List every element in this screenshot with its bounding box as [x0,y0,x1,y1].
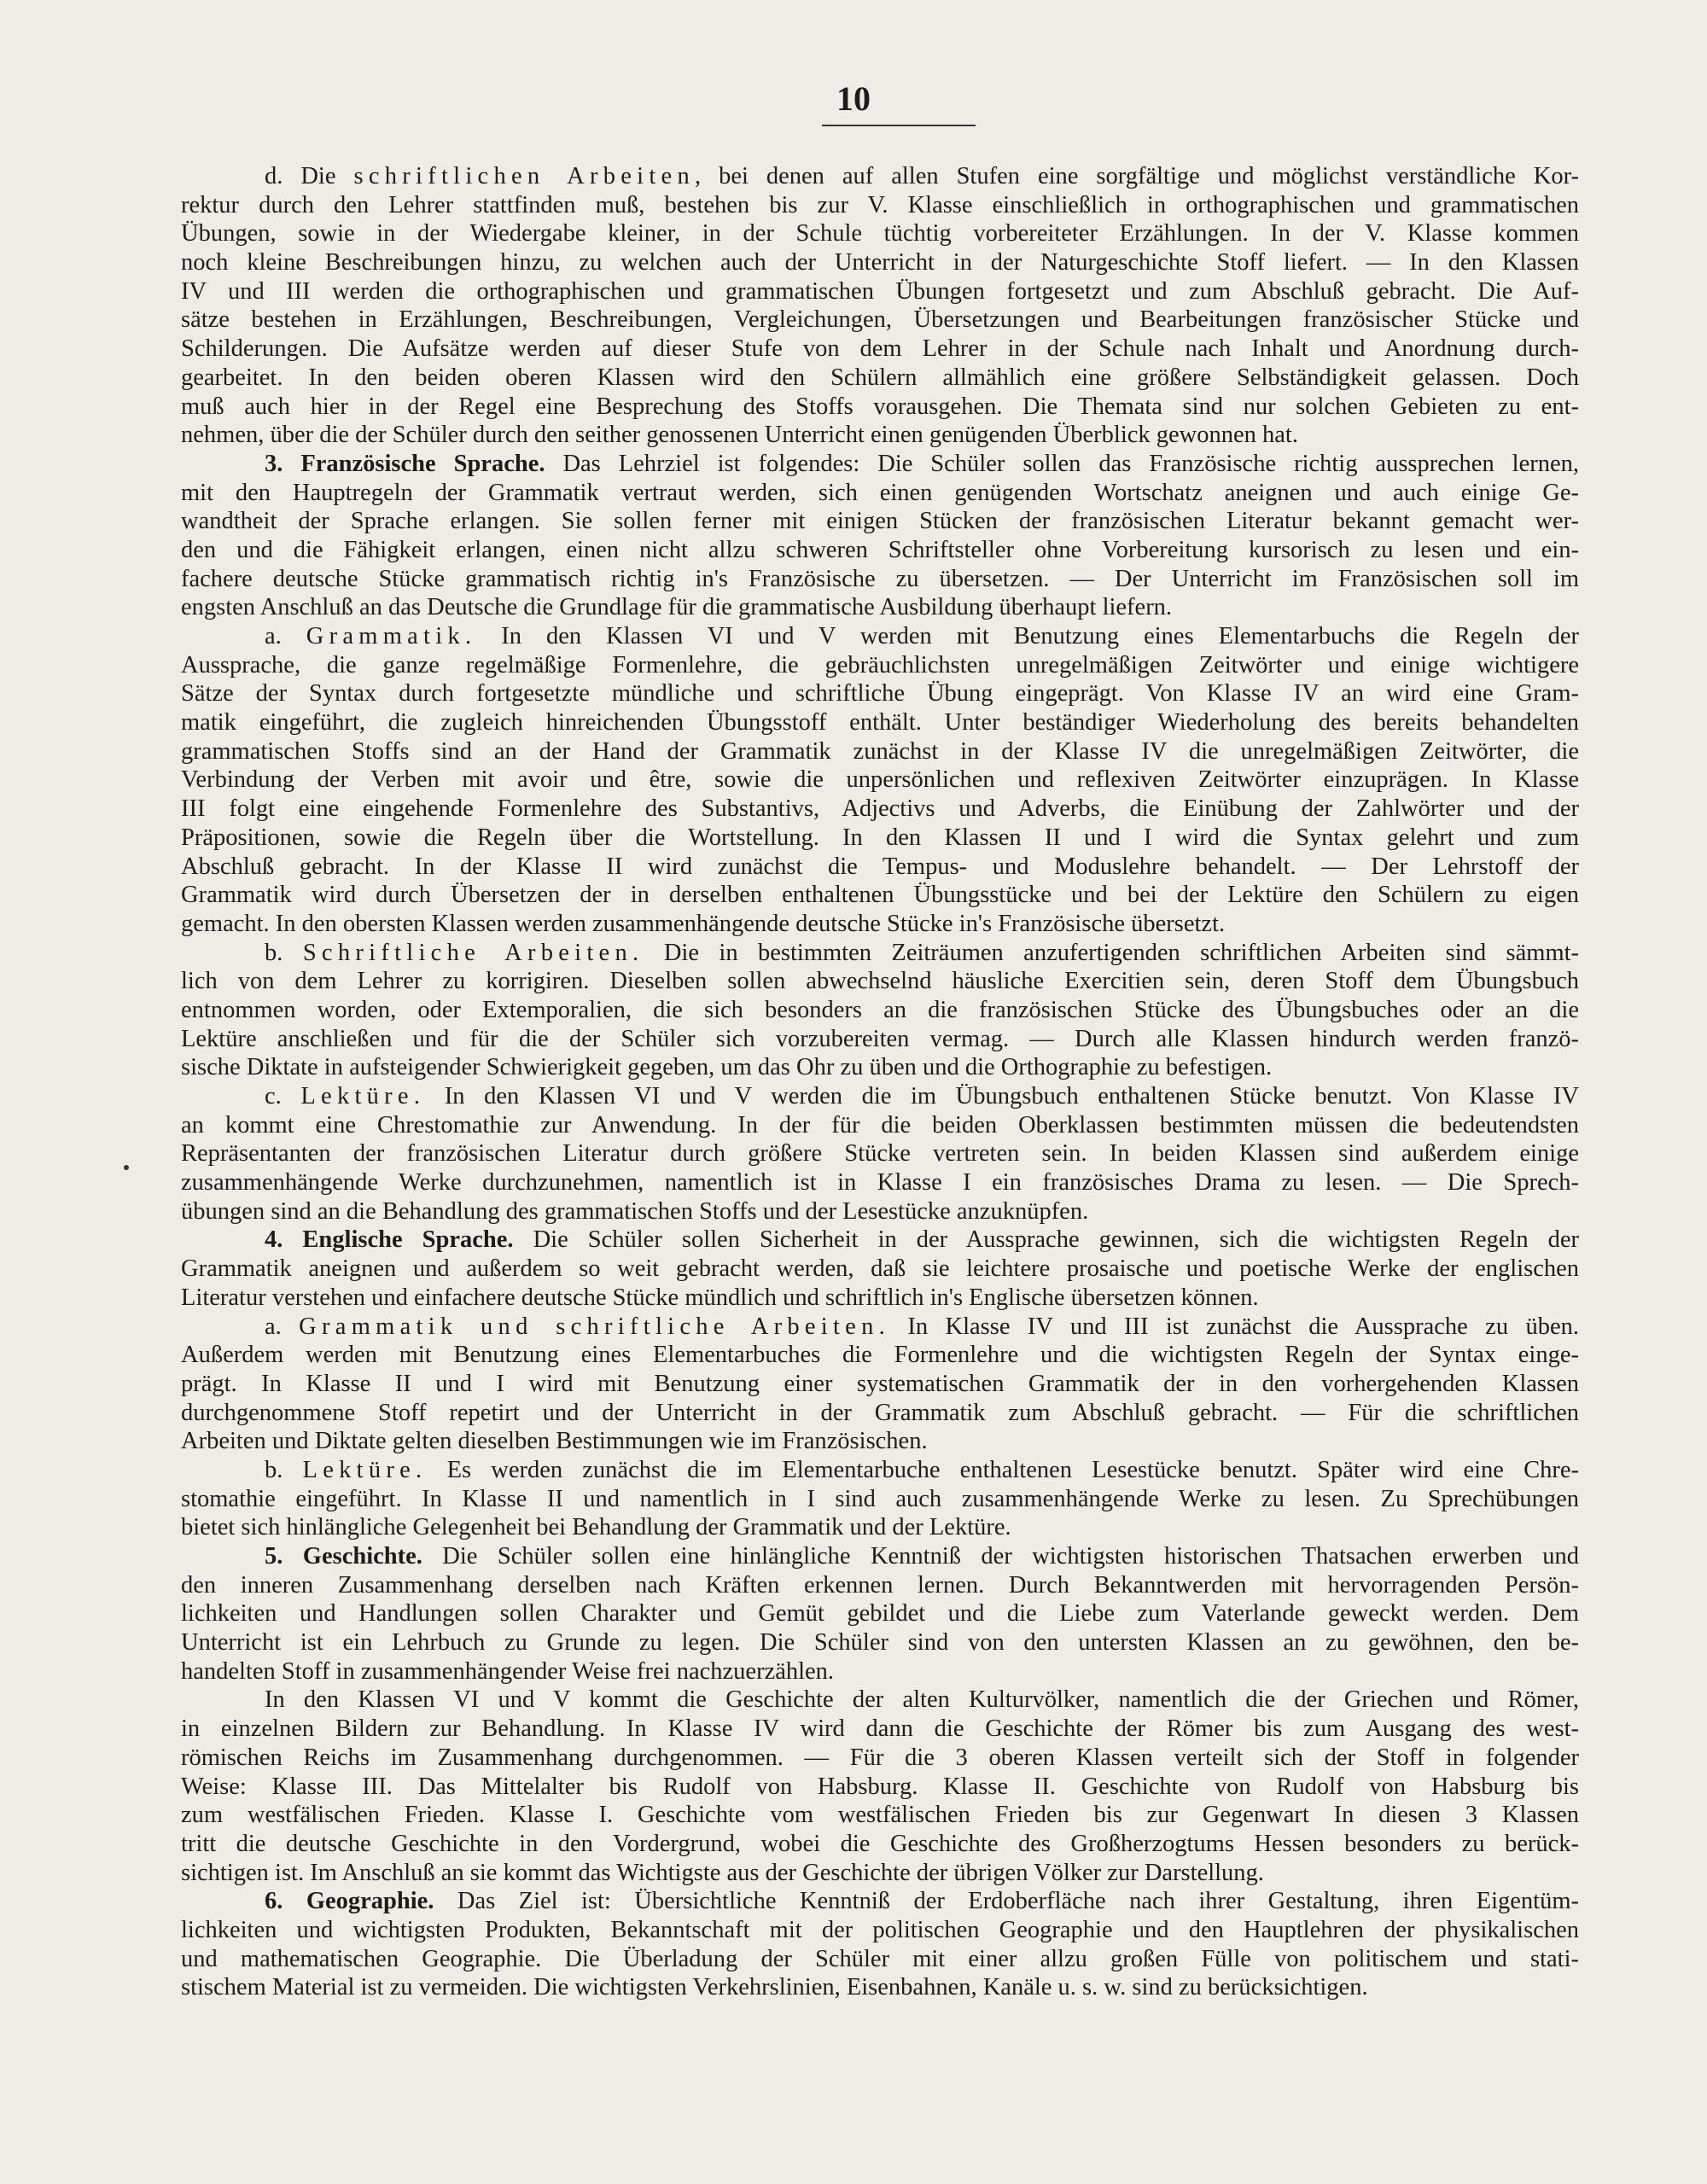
text-run: zusammenhängende Werke durchzunehmen, namentlich ist in Klasse I ein französisches Drama zu lesen. — Die Sprech- [181,1169,1579,1197]
text-run: b. [265,1456,303,1483]
text-line [181,1341,1579,1370]
text-line [181,708,1579,737]
text-line [181,939,1579,968]
text-run: , bei denen auf allen Stufen eine sorgfältige und möglichst verständliche Kor- [694,163,1579,189]
text-run: an kommt eine Chrestomathie zur Anwendung. In der für die beiden Oberklassen bestimmten müssen die bedeutendsten [181,1111,1579,1139]
text-run: und mathematischen Geographie. Die Überladung der Schüler mit einer allzu großen Fülle von politischem und stati- [181,1945,1579,1972]
text-line [181,364,1579,393]
text-line [181,679,1579,708]
text-line [181,996,1579,1025]
text-run: Die in bestimmten Zeiträumen anzufertigenden schriftlichen Arbeiten sind sämmt- [644,939,1580,966]
text-run: Präpositionen, sowie die Regeln über die Wortstellung. In den Klassen II und I wird die Syntax gelehrt und zum [181,824,1579,851]
text-line [181,162,1579,191]
text-run: Aussprache, die ganze regelmäßige Formenlehre, die gebräuchlichsten unregelmäßigen Zeitwörter und einige wichtigere [181,651,1579,678]
text-line [181,335,1579,364]
text-run: stischem Material ist zu vermeiden. Die wichtigsten Verkehrslinien, Eisenbahnen, Kanäle u. s. w. sind zu berücksichtigen. [181,1974,1368,2001]
section-heading: 3. Französische Sprache. [265,450,545,477]
text-run: sätze bestehen in Erzählungen, Beschreibungen, Vergleichungen, Übersetzungen und Bearbeitungen französischer Stücke und [181,306,1579,334]
section-heading: 4. Englische Sprache. [265,1226,514,1254]
paragraph [181,1082,1579,1226]
text-run: grammatischen Stoffs sind an der Hand der Grammatik zunächst in der Klasse IV die unregelmäßigen Zeitwörter, die [181,737,1579,765]
text-run: In Klasse IV und III ist zunächst die Aussprache zu üben. [890,1313,1579,1340]
text-line [181,853,1579,882]
paragraph [181,1887,1579,2002]
text-line [181,622,1579,651]
text-run: In den Klassen VI und V kommt die Geschichte der alten Kulturvölker, namentlich die der Griechen und Römer, [265,1686,1579,1714]
text-line [181,1456,1579,1485]
paragraph [181,1686,1579,1887]
text-run: stomathie eingeführt. In Klasse II und namentlich in I sind auch zusammenhängende Werke zu lesen. Zu Sprechübungen [181,1485,1579,1512]
paragraph [181,450,1579,622]
text-line [181,1973,1579,2002]
text-run: matik eingeführt, die zugleich hinreichenden Übungsstoff enthält. Unter beständiger Wiederholung des bereits behandelten [181,709,1579,737]
text-run: Literatur verstehen und einfachere deutsche Stücke mündlich und schriftlich in's Englische übersetzen können. [181,1284,1259,1311]
text-line [181,1111,1579,1140]
text-run: Außerdem werden mit Benutzung eines Elementarbuches die Formenlehre und die wichtigsten Regeln der Syntax einge- [181,1342,1579,1369]
text-line [181,1255,1579,1284]
text-run: Unterricht ist ein Lehrbuch zu Grunde zu legen. Die Schüler sind von den untersten Klassen an zu gewöhnen, den be- [181,1629,1579,1657]
text-line [181,1542,1579,1571]
text-run: Übungen, sowie in der Wiedergabe kleiner, in der Schule tüchtig vorbereiteter Erzählungen. In der V. Klasse kommen [181,220,1579,248]
text-run: lich von dem Lehrer zu korrigiren. Dieselben sollen abwechselnd häusliche Exercitien sein, deren Stoff dem Übungsbuch [181,968,1579,995]
text-line [181,393,1579,422]
text-line [181,737,1579,766]
text-line [181,421,1579,450]
text-line [181,1226,1579,1255]
text-line [181,1370,1579,1399]
text-run: den inneren Zusammenhang derselben nach Kräften erkennen lernen. Durch Bekanntwerden mit hervorragenden Persön- [181,1571,1579,1599]
section-heading: 6. Geographie. [265,1888,434,1915]
text-run: Grammatik aneignen und außerdem so weit gebracht werden, daß sie leichtere prosaische und poetische Werke der englischen [181,1255,1579,1283]
text-line [181,1025,1579,1054]
text-line [181,1082,1579,1111]
text-line [181,1830,1579,1859]
text-run: In den Klassen VI und V werden mit Benutzung eines Elementarbuchs die Regeln der [476,623,1579,649]
text-run: tritt die deutsche Geschichte in den Vordergrund, wobei die Geschichte des Großherzogtums Hessen besonders zu berück- [181,1830,1579,1857]
text-run: III folgt eine eingehende Formenlehre des Substantivs, Adjectivs und Adverbs, die Einübung der Zahlwörter und der [181,795,1579,823]
text-run: a. [265,1313,300,1340]
text-line [181,191,1579,220]
text-line [181,1571,1579,1600]
text-line [181,1657,1579,1686]
text-run: Lektüre anschließen und für die der Schüler sich vorzubereiten vermag. — Durch alle Klassen hindurch werden franzö- [181,1025,1579,1052]
text-line [181,824,1579,853]
text-run: den und die Fähigkeit erlangen, einen nicht allzu schweren Schriftsteller ohne Vorbereitung kursorisch zu lesen und ein- [181,536,1579,563]
text-run: In den Klassen VI und V werden die im Übungsbuch enthaltenen Stücke benutzt. Von Klasse IV [425,1083,1579,1109]
text-line [181,1284,1579,1313]
spaced-heading: Grammatik und schriftliche Arbeiten. [299,1313,891,1340]
text-run: Grammatik wird durch Übersetzen der in derselben enthaltenen Übungsstücke und bei der Lektüre den Schülern zu eigen [181,882,1579,909]
text-run: nehmen, über die der Schüler durch den seither genossenen Unterricht einen genügenden Überblick gewonnen hat. [181,422,1298,449]
text-run: IV und III werden die orthographischen und grammatischen Übungen fortgesetzt und zum Abschluß gebracht. Die Auf- [181,277,1579,305]
text-run: prägt. In Klasse II und I wird mit Benutzung einer systematischen Grammatik der in den vorhergehenden Klassen [181,1370,1579,1397]
text-run: entnommen worden, oder Extemporalien, die sich besonders an die französischen Stücke des Übungsbuches oder an die [181,996,1579,1023]
spaced-heading: Grammatik. [306,623,477,649]
paragraph [181,939,1579,1082]
spaced-heading: schriftlichen Arbeiten [353,163,695,189]
text-run: fachere deutsche Stücke grammatisch richtig in's Französische zu übersetzen. — Der Unterricht im Französischen soll im [181,565,1579,592]
text-run: bietet sich hinlängliche Gelegenheit bei Behandlung der Grammatik und der Lektüre. [181,1514,1011,1541]
text-line [181,1887,1579,1916]
text-run: c. [265,1083,301,1109]
text-line [181,1313,1579,1342]
text-line [181,565,1579,594]
text-line [181,1859,1579,1888]
text-run: d. Die [265,163,354,189]
text-line [181,795,1579,824]
text-line [181,1945,1579,1974]
text-run: Abschluß gebracht. In der Klasse II wird zunächst die Tempus- und Moduslehre behandelt. — Der Lehrstoff der [181,853,1579,880]
text-line [181,910,1579,939]
page-number: 10 [836,79,871,118]
text-line [181,881,1579,910]
text-line [181,593,1579,622]
text-line [181,1399,1579,1428]
text-run: römischen Reichs im Zusammenhang durchgenommen. — Für die 3 oberen Klassen verteilt sich der Stoff in folgender [181,1744,1579,1771]
text-run: Das Ziel ist: Übersichtliche Kenntniß der Erdoberfläche nach ihrer Gestaltung, ihren Eigentüm- [434,1888,1579,1915]
text-line [181,1599,1579,1628]
text-run: muß auch hier in der Regel eine Besprechung des Stoffs vorausgehen. Die Themata sind nur solchen Gebieten zu ent- [181,393,1579,420]
text-run: lichkeiten und Handlungen sollen Charakter und Gemüt gebildet und die Liebe zum Vaterlande geweckt werden. Dem [181,1600,1579,1628]
text-run: gemacht. In den obersten Klassen werden zusammenhängende deutsche Stücke in's Französische übersetzt. [181,910,1226,937]
text-line [181,1916,1579,1945]
text-line [181,536,1579,565]
text-line [181,1513,1579,1542]
paragraph [181,162,1579,450]
text-run: Es werden zunächst die im Elementarbuche enthaltenen Lesestücke benutzt. Später wird eine Chre- [427,1456,1579,1483]
paragraph [181,1313,1579,1456]
body-text [181,162,1579,2002]
paragraph [181,1456,1579,1542]
text-line [181,1628,1579,1657]
text-line [181,479,1579,508]
text-line [181,1485,1579,1514]
text-run: durchgenommene Stoff repetirt und der Unterricht in der Grammatik zum Abschluß gebracht. — Für die schriftlichen [181,1399,1579,1426]
paragraph [181,1226,1579,1312]
text-run: b. [265,939,303,966]
text-line [181,766,1579,795]
text-run: in einzelnen Bildern zur Behandlung. In Klasse IV wird dann die Geschichte der Römer bis zum Ausgang des west- [181,1715,1579,1743]
text-run: handelten Stoff in zusammenhängender Weise frei nachzuerzählen. [181,1657,835,1685]
text-line [181,1744,1579,1773]
text-line [181,1801,1579,1830]
text-line [181,306,1579,335]
text-line [181,1773,1579,1802]
text-run: zum westfälischen Frieden. Klasse I. Geschichte vom westfälischen Frieden bis zur Gegenwart In diesen 3 Klassen [181,1802,1579,1829]
paragraph [181,622,1579,939]
text-line [181,248,1579,277]
text-line [181,219,1579,248]
text-run: a. [265,623,306,649]
text-line [181,1197,1579,1226]
text-run: Die Schüler sollen Sicherheit in der Aussprache gewinnen, sich die wichtigsten Regeln der [513,1226,1580,1254]
spaced-heading: Lektüre. [302,1456,428,1483]
text-line [181,1139,1579,1168]
text-run: wandtheit der Sprache erlangen. Sie sollen ferner mit einigen Stücken der französischen Literatur bekannt gemacht wer- [181,508,1579,535]
text-line [181,1715,1579,1744]
text-line [181,967,1579,996]
text-run: Schilderungen. Die Aufsätze werden auf dieser Stufe von dem Lehrer in der Schule nach Inhalt und Anordnung durch- [181,335,1579,363]
text-run: Repräsentanten der französischen Literatur durch größere Stücke vertreten sein. In beiden Klassen sind außerdem einige [181,1140,1579,1168]
spaced-heading: Schriftliche Arbeiten. [302,939,644,966]
text-run: lichkeiten und wichtigsten Produkten, Bekanntschaft mit der politischen Geographie und den Hauptlehren der physikalischen [181,1916,1579,1943]
text-line [181,1053,1579,1082]
text-run: Verbindung der Verben mit avoir und être, sowie die unpersönlichen und reflexiven Zeitwörter einzuprägen. In Klasse [181,766,1579,794]
text-line [181,277,1579,306]
text-run: Arbeiten und Diktate gelten dieselben Bestimmungen wie im Französischen. [181,1428,928,1455]
print-speck [124,1165,129,1170]
text-line [181,507,1579,536]
text-line [181,651,1579,680]
text-run: Die Schüler sollen eine hinlängliche Kenntniß der wichtigsten historischen Thatsachen erwerben und [422,1543,1579,1570]
paragraph [181,1542,1579,1686]
text-run: mit den Hauptregeln der Grammatik vertraut werden, sich einen genügenden Wortschatz aneignen und auch einige Ge- [181,479,1579,506]
page-number-rule [822,125,976,126]
text-run: Weise: Klasse III. Das Mittelalter bis Rudolf von Habsburg. Klasse II. Geschichte von Rudolf von Habsburg bis [181,1773,1579,1800]
text-run: gearbeitet. In den beiden oberen Klassen wird den Schülern allmählich eine größere Selbständigkeit gelassen. Doch [181,364,1579,391]
spaced-heading: Lektüre. [300,1083,426,1109]
text-line [181,1168,1579,1197]
text-line [181,1686,1579,1715]
text-run: sichtigen ist. Im Anschluß an sie kommt das Wichtigste aus der Geschichte der übrigen Völker zur Darstellung. [181,1859,1264,1886]
text-run: sische Diktate in aufsteigender Schwierigkeit gegeben, um das Ohr zu üben und die Orthographie zu befestigen. [181,1054,1273,1081]
text-run: übungen sind an die Behandlung des grammatischen Stoffs und der Lesestücke anzuknüpfen. [181,1197,1089,1225]
text-line [181,1427,1579,1456]
section-heading: 5. Geschichte. [265,1543,422,1570]
text-run: engsten Anschluß an das Deutsche die Grundlage für die grammatische Ausbildung überhaupt liefern. [181,594,1173,621]
text-run: noch kleine Beschreibungen hinzu, zu welchen auch der Unterricht in der Naturgeschichte Stoff liefert. — In den Klassen [181,249,1579,277]
text-line [181,450,1579,479]
text-run: Das Lehrziel ist folgendes: Die Schüler sollen das Französische richtig aussprechen lernen, [545,450,1579,477]
text-run: Sätze der Syntax durch fortgesetzte mündliche und schriftliche Übung eingeprägt. Von Klasse IV an wird eine Gram- [181,680,1579,708]
text-run: rektur durch den Lehrer stattfinden muß, bestehen bis zur V. Klasse einschließlich in orthographischen und grammatischen [181,191,1579,218]
